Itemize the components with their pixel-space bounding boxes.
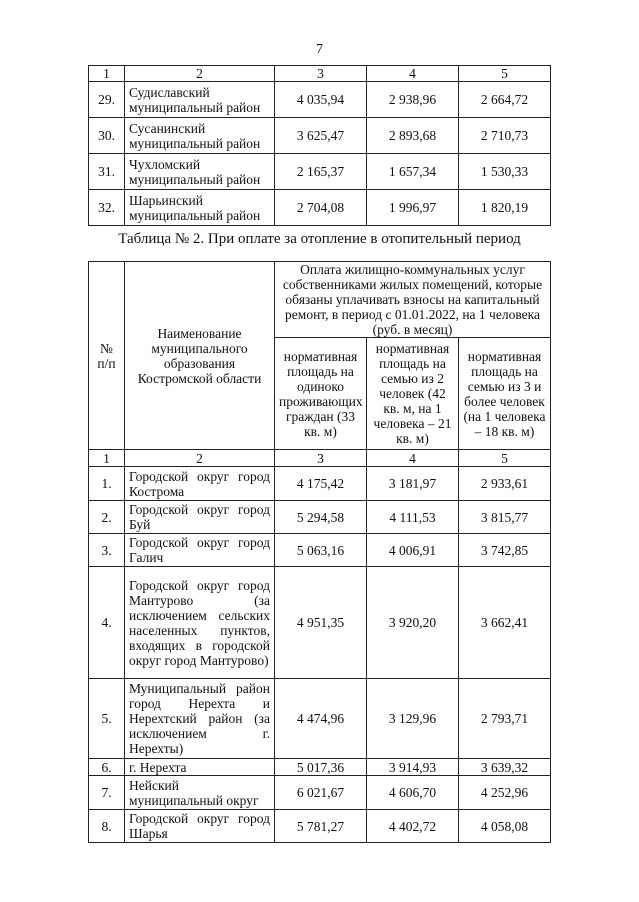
municipality-name: Шарьинский муниципальный район [125,190,275,226]
value-18: 1 530,33 [459,154,551,190]
header-row [89,262,551,338]
value-42: 4 006,91 [367,534,459,567]
value-33: 5 781,27 [275,810,367,843]
col-number: 2 [125,450,275,467]
municipality-name: Муниципальный район город Нерехта и Нерехтский район (за исключением г. Нерехты) [125,679,275,759]
value-18: 4 252,96 [459,776,551,810]
row-number: 31. [89,154,125,190]
row-number: 1. [89,467,125,501]
table-row [89,679,551,759]
value-18: 3 639,32 [459,759,551,776]
value-18: 2 793,71 [459,679,551,759]
header-area-42: нормативная площадь на семью из 2 человек (42 кв. м, на 1 человека – 21 кв. м) [367,338,459,450]
value-42: 2 938,96 [367,82,459,118]
value-42: 3 920,20 [367,567,459,679]
table-row [89,534,551,567]
col-number: 4 [367,450,459,467]
row-number: 3. [89,534,125,567]
row-number: 4. [89,567,125,679]
value-18: 4 058,08 [459,810,551,843]
value-33: 2 165,37 [275,154,367,190]
value-42: 3 129,96 [367,679,459,759]
municipality-name: Нейский муниципальный округ [125,776,275,810]
col-number: 3 [275,450,367,467]
row-number: 7. [89,776,125,810]
row-number: 6. [89,759,125,776]
table-row [89,154,551,190]
header-area-18: нормативная площадь на семью из 3 и более человек (на 1 человека – 18 кв. м) [459,338,551,450]
col-number: 1 [89,450,125,467]
value-18: 3 662,41 [459,567,551,679]
header-area-33: нормативная площадь на одиноко проживающих граждан (33 кв. м) [275,338,367,450]
value-33: 6 021,67 [275,776,367,810]
column-number-row [89,66,551,82]
value-42: 2 893,68 [367,118,459,154]
column-number-row [89,450,551,467]
table-row [89,467,551,501]
col-number: 1 [89,66,125,82]
value-33: 4 951,35 [275,567,367,679]
header-municipality: Наименование муниципального образования Костромской области [125,262,275,450]
value-18: 3 815,77 [459,501,551,534]
value-33: 4 035,94 [275,82,367,118]
municipality-name: Городской округ город Кострома [125,467,275,501]
table-row [89,776,551,810]
table-row [89,82,551,118]
row-number: 2. [89,501,125,534]
row-number: 32. [89,190,125,226]
table-heating-period [88,261,551,843]
municipality-name: Чухломский муниципальный район [125,154,275,190]
col-number: 2 [125,66,275,82]
municipality-name: Городской округ город Буй [125,501,275,534]
table-row [89,190,551,226]
value-42: 1 657,34 [367,154,459,190]
value-33: 4 175,42 [275,467,367,501]
table-row [89,118,551,154]
col-number: 5 [459,66,551,82]
page-number: 7 [316,42,323,57]
table2-caption: Таблица № 2. При оплате за отопление в отопительный период [118,231,521,247]
municipality-name: г. Нерехта [125,759,275,776]
col-number: 4 [367,66,459,82]
value-33: 2 704,08 [275,190,367,226]
table-row [89,759,551,776]
value-42: 4 402,72 [367,810,459,843]
value-42: 3 914,93 [367,759,459,776]
municipality-name: Городской округ город Шарья [125,810,275,843]
value-18: 1 820,19 [459,190,551,226]
header-row-number: № п/п [89,262,125,450]
value-18: 2 664,72 [459,82,551,118]
table-row [89,501,551,534]
value-42: 4 606,70 [367,776,459,810]
value-33: 5 063,16 [275,534,367,567]
table-continued [88,65,551,226]
row-number: 29. [89,82,125,118]
value-33: 4 474,96 [275,679,367,759]
value-18: 2 710,73 [459,118,551,154]
value-42: 4 111,53 [367,501,459,534]
table-row [89,567,551,679]
municipality-name: Городской округ город Галич [125,534,275,567]
row-number: 5. [89,679,125,759]
table-row [89,810,551,843]
value-42: 3 181,97 [367,467,459,501]
value-42: 1 996,97 [367,190,459,226]
value-18: 2 933,61 [459,467,551,501]
header-payment-group: Оплата жилищно-коммунальных услуг собственниками жилых помещений, которые обязаны уплачивать взносы на капитальный ремонт, в период с 01.01.2022, на 1 человека (руб. в месяц) [275,262,551,338]
value-33: 3 625,47 [275,118,367,154]
municipality-name: Сусанинский муниципальный район [125,118,275,154]
municipality-name: Городской округ город Мантурово (за исключением сельских населенных пунктов, входящих в городской округ город Мантурово) [125,567,275,679]
row-number: 8. [89,810,125,843]
row-number: 30. [89,118,125,154]
value-33: 5 294,58 [275,501,367,534]
col-number: 3 [275,66,367,82]
municipality-name: Судиславский муниципальный район [125,82,275,118]
col-number: 5 [459,450,551,467]
value-33: 5 017,36 [275,759,367,776]
value-18: 3 742,85 [459,534,551,567]
